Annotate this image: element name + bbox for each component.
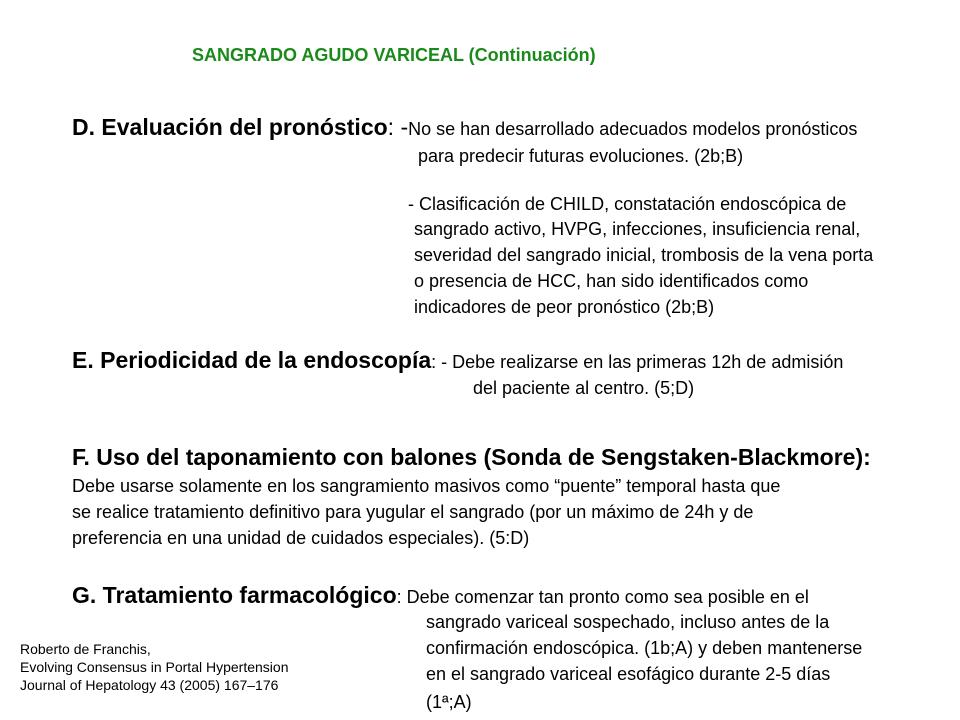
- section-d-line1: No se han desarrollado adecuados modelos pronósticos: [408, 119, 858, 139]
- section-g-line1: : Debe comenzar tan pronto como sea posible en el: [396, 587, 809, 607]
- section-e-line2: del paciente al centro. (5;D): [473, 378, 695, 398]
- section-d-heading: D. Evaluación del pronóstico: [72, 114, 388, 140]
- section-g-line2: sangrado variceal sospechado, incluso antes de la: [426, 612, 830, 632]
- section-d-bullet-line3: severidad del sangrado inicial, trombosis de la vena porta: [414, 245, 874, 265]
- section-d-bullet-line4: o presencia de HCC, han sido identificados como: [414, 271, 809, 291]
- section-d-row1: [72, 114, 857, 141]
- section-e-heading: E. Periodicidad de la endoscopía: [72, 347, 432, 373]
- section-e-line1: : - Debe realizarse en las primeras 12h de admisión: [431, 352, 844, 372]
- reference: [20, 640, 288, 694]
- reference-journal: Journal of Hepatology 43 (2005) 167–176: [20, 677, 279, 693]
- section-d-sep: : -: [387, 114, 409, 140]
- section-d-line2: para predecir futuras evoluciones. (2b;B): [418, 146, 744, 166]
- reference-author: Roberto de Franchis,: [20, 641, 151, 657]
- slide-title: SANGRADO AGUDO VARICEAL (Continuación): [192, 45, 596, 65]
- section-f-line3: preferencia en una unidad de cuidados especiales). (5:D): [72, 528, 530, 548]
- section-g-line3: confirmación endoscópica. (1b;A) y deben mantenerse: [426, 638, 863, 658]
- section-f-line1: Debe usarse solamente en los sangramiento masivos como “puente” temporal hasta que: [72, 476, 781, 496]
- section-g-heading: G. Tratamiento farmacológico: [72, 582, 397, 608]
- section-f-line2: se realice tratamiento definitivo para yugular el sangrado (por un máximo de 24h y de: [72, 502, 754, 522]
- section-d-bullet-line1: - Clasificación de CHILD, constatación endoscópica de: [408, 194, 847, 214]
- section-g-line4: en el sangrado variceal esofágico durante 2-5 días: [426, 664, 831, 684]
- section-e-row1: [72, 347, 843, 374]
- section-f-heading: F. Uso del taponamiento con balones (Sonda de Sengstaken-Blackmore):: [72, 444, 871, 470]
- reference-title: Evolving Consensus in Portal Hypertension: [20, 659, 289, 675]
- section-d-bullet-line2: sangrado activo, HVPG, infecciones, insuficiencia renal,: [414, 219, 861, 239]
- section-d-bullet-line5: indicadores de peor pronóstico (2b;B): [414, 297, 715, 317]
- section-g-row1: [72, 582, 809, 609]
- section-g-line5: (1ª;A): [426, 692, 472, 712]
